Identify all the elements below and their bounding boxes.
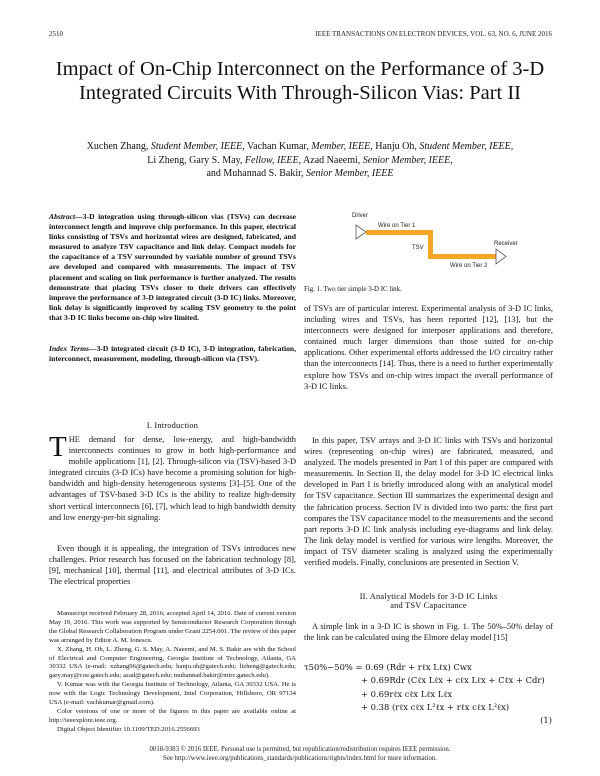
equation-line-4: + 0.38 (rℓx cℓx L²ℓx + rℓx cℓx L²ℓx) — [361, 701, 510, 712]
equation-line-1: τ50%−50% = 0.69 (Rdr + rℓx Lℓx) Cwx — [304, 662, 472, 672]
intro-lead: HE demand for dense, low-energy, and high-bandwidth — [68, 435, 296, 444]
right-paragraph-2 — [304, 435, 553, 568]
right-paragraph-3 — [304, 621, 553, 643]
equation-number: (1) — [540, 715, 552, 725]
journal-header: IEEE TRANSACTIONS ON ELECTRON DEVICES, VOL. 63, NO. 6, JUNE 2016 — [315, 30, 552, 38]
author-list — [40, 140, 560, 181]
tsv-label: TSV — [412, 245, 424, 251]
page-number: 2510 — [49, 30, 63, 38]
right-text-3: A simple link in a 3-D IC is shown in Fig. 1. The 50%–50% delay of the link can be calculated using the Elmore delay model [15] — [304, 622, 553, 643]
figure-1-caption: Fig. 1. Two tier simple 3-D IC link. — [304, 286, 402, 293]
equation-line-3: + 0.69rℓx cℓx Lℓx Lℓx — [361, 688, 453, 699]
section-2-title-line-1: II. Analytical Models for 3-D IC Links — [359, 592, 498, 601]
intro-paragraph-2 — [49, 543, 296, 587]
author-role: Student Member, IEEE, — [419, 141, 514, 152]
intro-text-2: Even though it is appealing, the integration of TSVs introduces new challenges. Prior research has focused on the fabrication technology [8], [9], mechanical [10], thermal [11], and electrical attributes of 3-D ICs. The electrical properties — [49, 544, 296, 587]
author-line-3 — [40, 167, 560, 181]
abstract — [49, 212, 296, 323]
driver-icon — [356, 225, 366, 239]
figure-1 — [304, 207, 554, 285]
author-name: Li Zheng, Gary S. May, — [147, 154, 243, 166]
intro-paragraph-1 — [49, 431, 296, 523]
drop-cap: T — [49, 431, 67, 463]
intro-text: interconnects continues to grow in both high-performance and mobile applications [1], [2]. Through-silicon via (TSV)-based 3-D integrated circuits (3-D ICs) have become a promising solution for high-bandwidth and high-density heterogeneous systems [3]–[5]. One of the advantages of TSV-based 3-D ICs is the ability to realize high-density short vertical interconnects [6], [7], which lead to high bandwidth density and low energy-per-bit signaling. — [49, 446, 296, 522]
author-name: , Hanju Oh, — [370, 141, 417, 152]
right-text-1: of TSVs are of particular interest. Experimental analysis of 3-D IC links, including wires and TSVs, has been reported [12], [13], but the interconnects were designed for interposer applications and therefore, contained much larger dimensions than those suited for on-chip applications. Other experimental efforts addressed the I/O circuitry rather than the interconnects [14]. Thus, there is a need to further experimentally explore how TSVs and on-chip wires impact the overall performance of 3-D IC links. — [304, 304, 553, 391]
wire1-label: Wire on Tier 1 — [378, 223, 416, 229]
wire-tier-1 — [366, 230, 432, 235]
author-role: Senior Member, IEEE — [306, 168, 394, 180]
right-paragraph-1 — [304, 303, 553, 392]
author-name: and Muhannad S. Bakir, — [206, 168, 304, 180]
author-role: Student Member, IEEE — [150, 141, 243, 152]
paper-title: Impact of On-Chip Interconnect on the Performance of 3-D Integrated Circuits With Through-Silicon Vias: Part II — [55, 58, 545, 104]
copyright-notice — [40, 745, 560, 763]
footnote-kumar: V. Kumar was with the Georgia Institute of Technology, Atlanta, GA 30332 USA. He is now with the Logic Technology Development, Intel Corporation, Hillsboro, OR 97134 USA (e-mail: vachkumar@gmail.com). — [49, 681, 296, 707]
author-role: Senior Member, IEEE, — [362, 154, 453, 166]
footnote-manuscript: Manuscript received February 28, 2016; accepted April 14, 2016. Date of current version May 19, 2016. This work was supported by Semiconductor Research Corporation through the Global Research Collaboration Program under Grant 2254.001. The review of this paper was arranged by Editor A. M. Ionescu. — [49, 610, 296, 644]
author-role: Fellow, IEEE — [244, 154, 299, 166]
index-terms — [49, 344, 296, 364]
receiver-icon — [496, 249, 506, 264]
author-line-1 — [40, 140, 560, 154]
equation-1 — [304, 661, 554, 725]
section-2-title-line-2: and TSV Capacitance — [390, 601, 467, 610]
section-heading-models — [304, 592, 553, 610]
author-role: Member, IEEE — [311, 141, 371, 152]
equation-line-2: + 0.69Rdr (Cℓx Lℓx + cℓx Lℓx + Cℓx + Cdr) — [361, 675, 545, 686]
author-line-2 — [40, 154, 560, 168]
tsv — [428, 230, 433, 258]
author-name: , Vachan Kumar, — [242, 141, 309, 152]
right-text-2: In this paper, TSV arrays and 3-D IC links with TSVs and horizontal wires (representing on-chip wires) are fabricated, measured, and analyzed. The models presented in Part I of this paper are compared with measurements. In Section II, the delay model for 3-D IC electrical links developed in Part I is briefly introduced along with an analytical model for TSV capacitance. Section III summarizes the experimental design and the fabrication process. Section IV is divided into two parts: the first part compares the TSV capacitance model to the measurements and the second part reports 3-D IC link analysis including eye-diagrams and link delay. The link delay model is verified for various wire lengths. Moreover, the impact of TSV diameter scaling is analyzed using the experimentally verified models. Finally, conclusions are presented in Section V. — [304, 436, 553, 568]
abstract-label: Abstract— — [49, 212, 83, 221]
author-name: Xuchen Zhang, — [86, 141, 149, 152]
footnote-color: Color versions of one or more of the figures in this paper are available online at http://ieeexplore.ieee.org. — [49, 707, 296, 724]
link-diagram — [304, 207, 554, 285]
driver-label: Driver — [352, 213, 368, 219]
footnote-affiliation: X. Zhang, H. Oh, L. Zheng, G. S. May, A. Naeemi, and M. S. Bakir are with the School of Electrical and Computer Engineering, Georgia Institute of Technology, Atlanta, GA 30332 USA (e-mail: xzhang96@gatech.edu; hanju.oh@gatech.edu; lizheng@gatech.edu; gary.may@coe.gatech.edu; azad@gatech.edu; muhannad.bakir@mirc.gatech.edu). — [49, 645, 296, 680]
author-name: , Azad Naeemi, — [298, 154, 361, 166]
footnote-doi: Digital Object Identifier 10.1109/TED.2016.2556693 — [57, 725, 200, 733]
abstract-text: 3-D integration using through-silicon vias (TSVs) can decrease interconnect length and improve chip performance. In this paper, electrical links consisting of TSVs and horizontal wires are designed, fabricated, and measured to analyze TSV capacitance and link delay. Compact models for the capacitance of a TSV surrounded by variable number of ground TSVs are developed and compared with measurements. The impact of TSV placement and scaling on link performance is further analyzed. The results demonstrate that placing TSVs closer to their drivers can effectively improve the performance of 3-D integrated circuit (3-D IC) links. Moreover, link delay is significantly improved by scaling TSV geometry to the point that 3-D IC links become on-chip wire limited. — [49, 212, 296, 322]
receiver-label: Receiver — [494, 241, 518, 247]
copyright-line-2: See http://www.ieee.org/publications_standards/publications/rights/index.html for more information. — [163, 755, 437, 762]
wire-tier-2 — [428, 254, 496, 259]
wire2-label: Wire on Tier 2 — [450, 263, 488, 269]
index-terms-label: Index Terms— — [49, 344, 97, 353]
index-terms-text: 3-D integrated circuit (3-D IC), 3-D integration, fabrication, interconnect, measurement, modeling, through-silicon via (TSV). — [49, 344, 296, 364]
copyright-line-1: 0018-9383 © 2016 IEEE. Personal use is permitted, but republication/redistribution requires IEEE permission. — [149, 746, 451, 753]
footnotes — [49, 610, 296, 735]
section-heading-introduction: I. Introduction — [146, 421, 199, 430]
